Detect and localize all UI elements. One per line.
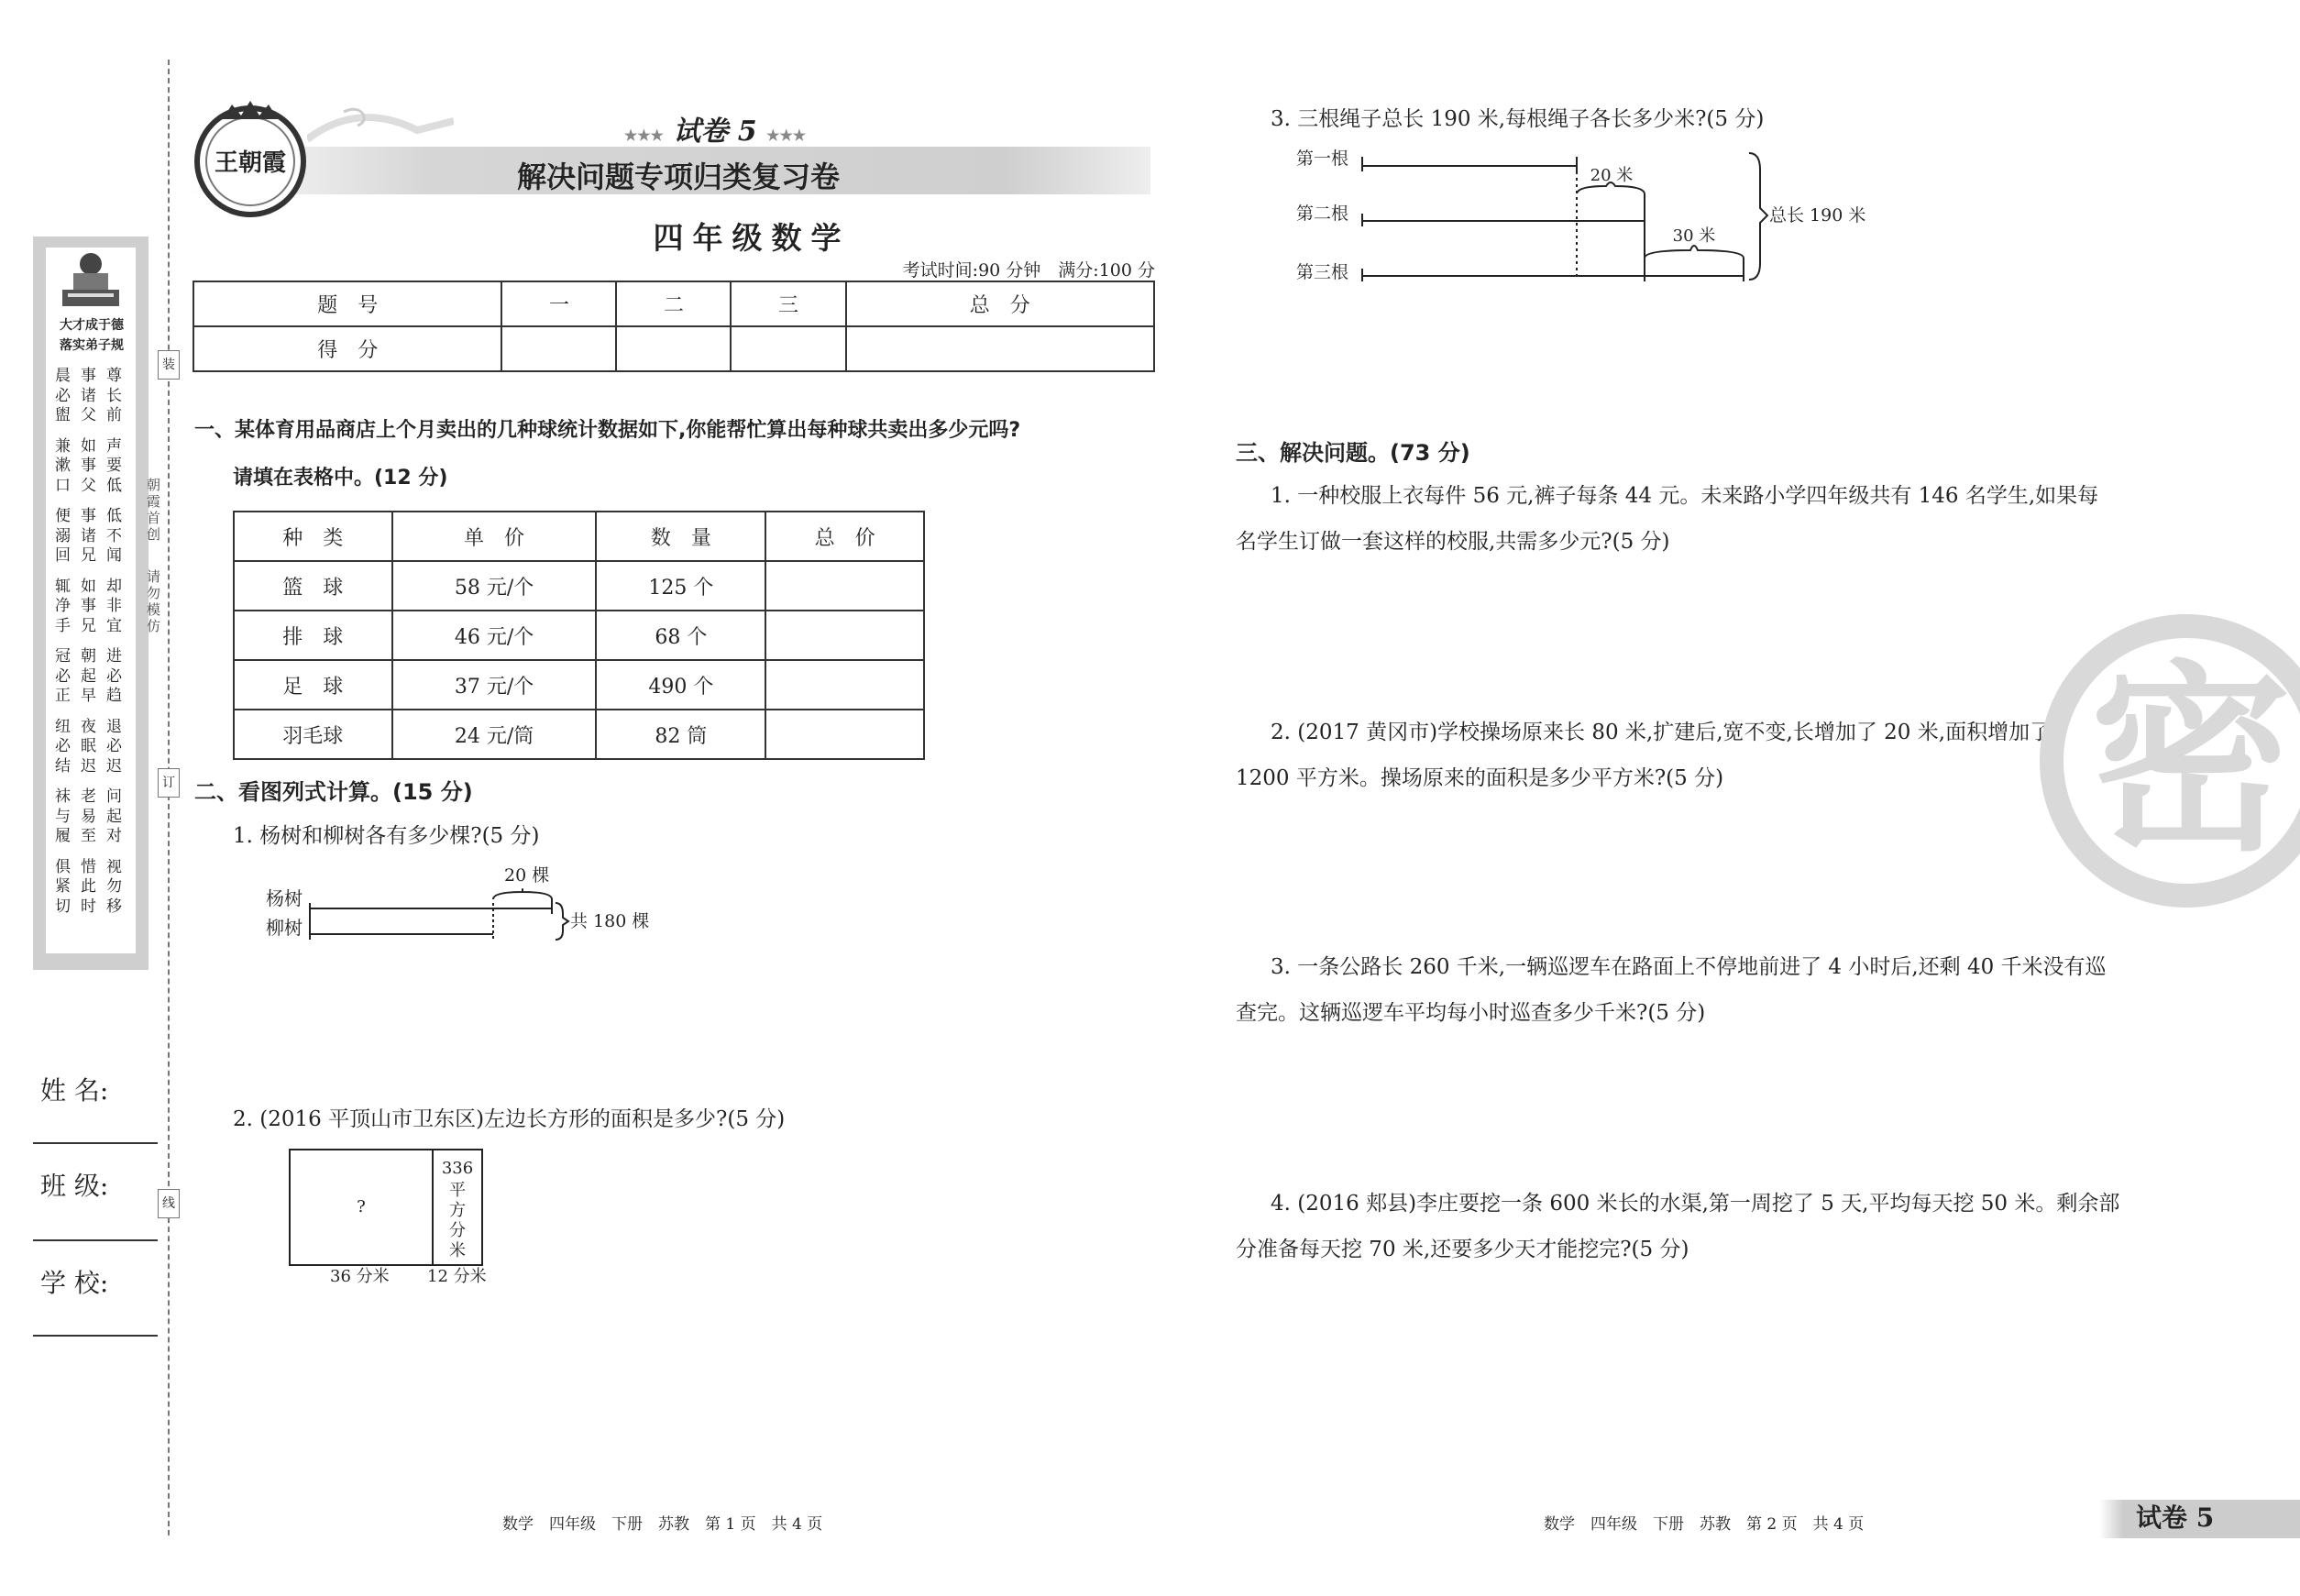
verse-column-1 [55,367,75,917]
verse-char: 退 [106,717,122,736]
score-cell: 三 [731,281,845,326]
rope-diff-1: 20 米 [1590,166,1634,185]
verse-char: 纽 [55,717,71,736]
table-row [234,660,924,710]
section2-question-2: 2. (2016 平顶山市卫东区)左边长方形的面积是多少?(5 分) [233,1107,786,1131]
score-input[interactable] [616,326,731,371]
score-value-row [193,326,1154,371]
verse-char: 如 [81,577,96,596]
width-label-2: 12 分米 [427,1267,487,1286]
side-note-1 [147,477,165,543]
section3-q3-line2: 查完。这辆巡逻车平均每小时巡查多少千米?(5 分) [1236,1001,1706,1025]
score-input[interactable] [846,326,1155,371]
verse-char: 不 [106,526,122,545]
verse-char: 迟 [106,756,122,776]
verse-char [81,707,101,718]
section2-heading: 二、看图列式计算。(15 分) [194,779,473,805]
section3-q2-line1: 2. (2017 黄冈市)学校操场原来长 80 米,扩建后,宽不变,长增加了 20 米,面积增加了 [1271,721,2052,744]
verse-char: 必 [55,666,71,686]
answer-cell[interactable] [765,710,924,759]
ball-sales-table [233,511,925,760]
verse-char: 结 [55,756,71,776]
verse-char [81,496,101,507]
section3-heading: 三、解决问题。(73 分) [1236,440,1470,466]
answer-cell[interactable] [765,561,924,611]
verse-char: 闻 [106,546,122,565]
rope-diff-2: 30 米 [1672,226,1716,246]
verse-char: 眠 [81,737,96,755]
verse-char: 低 [106,507,122,525]
verse-char: 必 [106,666,122,686]
section2-question-1: 1. 杨树和柳树各有多少棵?(5 分) [233,824,540,848]
class-field[interactable] [33,1239,158,1241]
school-field[interactable] [33,1335,158,1337]
verse-char: 必 [55,737,71,755]
grade-subject: 四年级数学 [653,220,851,256]
side-note-char: 仿 [147,618,161,634]
page-tab-label: 试卷 5 [2136,1502,2215,1533]
side-note-char: 首 [147,510,161,526]
footer-right: 数学 四年级 下册 苏教 第 2 页 共 4 页 [1544,1515,1865,1534]
verse-char: 便 [55,507,71,525]
score-input[interactable] [501,326,616,371]
verse-char: 迟 [81,756,96,776]
score-input[interactable] [731,326,845,371]
score-cell: 一 [501,281,616,326]
exam-info: 考试时间:90 分钟 满分:100 分 [902,260,1155,281]
table-cell: 篮 球 [234,561,392,611]
verse-char: 必 [55,386,71,405]
verse-char: 盥 [55,406,71,424]
verse-char: 事 [81,507,96,525]
verse-char [55,707,75,718]
side-note-char: 模 [147,601,161,618]
verse-char [55,636,75,647]
verse-char: 对 [106,827,122,845]
table-row [234,611,924,660]
table-header-row [234,512,924,561]
paper-label: 试卷 5 [673,116,757,148]
table-cell: 排 球 [234,611,392,660]
verse-char: 回 [55,546,71,565]
rope-1-label: 第一根 [1296,149,1349,169]
verse-char [81,567,101,578]
paper-number [513,108,917,149]
rope-2-label: 第二根 [1296,204,1349,224]
verse-char [106,496,127,507]
verse-char: 紧 [55,877,71,896]
binding-mark-bottom: 线 [158,1189,180,1218]
stars-left: ★★★ [623,127,664,144]
column-header: 总 价 [765,512,924,561]
side-note-char: 请 [147,568,161,585]
verse-char: 父 [81,476,96,495]
column-header: 种 类 [234,512,392,561]
verse-char: 父 [81,406,96,424]
table-cell: 58 元/个 [392,561,597,611]
answer-cell[interactable] [765,611,924,660]
table-cell: 24 元/筒 [392,710,597,759]
verse-char: 长 [106,386,122,405]
column-header: 单 价 [392,512,597,561]
section3-q1-line2: 名学生订做一套这样的校服,共需多少元?(5 分) [1236,530,1670,554]
answer-cell[interactable] [765,660,924,710]
verse-char [81,847,101,858]
verse-char: 非 [106,597,122,615]
school-label: 学 校: [40,1268,109,1298]
stars-right: ★★★ [766,127,807,144]
section3-q2-line2: 1200 平方米。操场原来的面积是多少平方米?(5 分) [1236,766,1724,790]
verse-char: 此 [81,877,96,896]
score-cell: 题 号 [193,281,501,326]
name-label: 姓 名: [40,1075,109,1106]
verse-char [106,426,127,437]
score-cell: 总 分 [846,281,1155,326]
verse-char [106,847,127,858]
verse-char: 前 [106,406,122,424]
binding-mark-middle: 订 [158,768,180,798]
section3-q3-line1: 3. 一条公路长 260 千米,一辆巡逻车在路面上不停地前进了 4 小时后,还剩 40 千米没有巡 [1271,955,2107,979]
verse-char [55,567,75,578]
verse-char: 时 [81,897,96,916]
verse-char: 事 [81,457,96,475]
verse-char: 漱 [55,457,71,475]
verse-char: 至 [81,827,96,845]
motto-line-1: 大才成于德 [60,318,124,333]
verse-char [55,847,75,858]
score-header-row [193,281,1154,326]
verse-char: 冠 [55,647,71,666]
verse-char: 声 [106,436,122,456]
verse-char: 问 [106,787,122,806]
verse-char [55,426,75,437]
section3-q4-line1: 4. (2016 郏县)李庄要挖一条 600 米长的水渠,第一周挖了 5 天,平均每天挖 50 米。剩余部 [1271,1192,2120,1216]
verse-char: 尊 [106,367,122,385]
side-note-char: 勿 [147,585,161,601]
class-label: 班 级: [40,1171,109,1201]
section3-q4-line2: 分准备每天挖 70 米,还要多少天才能挖完?(5 分) [1236,1238,1689,1261]
area-unit-3: 分 [449,1221,466,1240]
verse-char: 兄 [81,616,96,635]
verse-char: 移 [106,897,122,916]
score-table [193,281,1155,372]
section3-q1-line1: 1. 一种校服上衣每件 56 元,裤子每条 44 元。未来路小学四年级共有 146 名学生,如果每 [1271,484,2099,508]
unknown-area: ? [357,1197,366,1216]
table-cell: 46 元/个 [392,611,597,660]
verse-char: 要 [106,457,122,475]
rectangle-diagram [275,1144,532,1291]
verse-char: 与 [55,807,71,826]
verse-char: 起 [106,807,122,826]
verse-char: 起 [81,666,96,686]
brand-logo [191,99,310,218]
section2-question-3: 3. 三根绳子总长 190 米,每根绳子各长多少米?(5 分) [1271,107,1765,131]
verse-char: 老 [81,787,96,806]
verse-char [106,636,127,647]
willow-label: 柳树 [266,917,303,939]
verse-char: 必 [106,737,122,755]
rope-3-label: 第三根 [1296,262,1349,282]
table-cell: 82 筒 [596,710,765,759]
table-cell: 37 元/个 [392,660,597,710]
table-row [234,561,924,611]
verse-char: 惜 [81,857,96,876]
ribbon-decoration [307,103,454,158]
stamp-glyph: 密 [2089,644,2292,878]
binding-mark-top: 装 [158,350,180,380]
score-cell: 得 分 [193,326,501,371]
verse-char: 如 [81,436,96,456]
verse-char [55,496,75,507]
area-value: 336 [441,1159,474,1178]
tree-diagram [257,857,678,949]
side-note-char: 霞 [147,493,161,510]
table-cell: 68 个 [596,611,765,660]
area-unit-4: 米 [449,1241,466,1260]
verse-char [106,567,127,578]
verse-char: 勿 [106,877,122,896]
verse-column-2 [81,367,101,917]
verse-char: 进 [106,647,122,666]
column-header: 数 量 [596,512,765,561]
verse-char: 趋 [106,687,122,705]
verse-char: 低 [106,476,122,495]
verse-char: 兼 [55,436,71,456]
verse-char: 正 [55,687,71,705]
footer-left: 数学 四年级 下册 苏教 第 1 页 共 4 页 [502,1515,823,1534]
verse-char: 晨 [55,367,71,385]
paper-title: 解决问题专项归类复习卷 [516,160,840,194]
verse-char: 朝 [81,647,96,666]
logo-text: 王朝霞 [214,149,287,177]
width-label-1: 36 分米 [330,1267,390,1286]
side-note-char: 创 [147,526,161,543]
binding-dashed-line [168,60,170,1535]
motto-line-2: 落实弟子规 [60,338,124,353]
verse-char: 兄 [81,546,96,565]
verse-char [81,636,101,647]
verse-char [106,776,127,787]
area-unit-2: 方 [449,1201,466,1220]
verse-char: 辄 [55,577,71,596]
rope-total-label: 总长 190 米 [1769,205,1866,226]
verse-char [81,776,101,787]
verse-char: 净 [55,597,71,615]
verse-char: 履 [55,827,71,845]
verse-char: 夜 [81,717,96,736]
total-label: 共 180 棵 [570,911,650,931]
verse-char: 口 [55,476,71,495]
table-cell: 125 个 [596,561,765,611]
rope-diagram [1283,142,1907,289]
verse-char: 俱 [55,857,71,876]
table-row [234,710,924,759]
verse-char: 事 [81,367,96,385]
verse-column-3 [106,367,127,917]
score-cell: 二 [616,281,731,326]
verse-char: 溺 [55,526,71,545]
verse-char: 早 [81,687,96,705]
area-unit-1: 平 [449,1181,466,1200]
section1-heading: 一、某体育用品商店上个月卖出的几种球统计数据如下,你能帮忙算出每种球共卖出多少元吗? [194,419,1021,442]
verse-char [81,426,101,437]
verse-char: 易 [81,807,96,826]
verse-char: 袜 [55,787,71,806]
verse-char: 却 [106,577,122,596]
scholar-illustration [57,249,125,310]
table-cell: 羽毛球 [234,710,392,759]
verse-char: 诸 [81,386,96,405]
name-field[interactable] [33,1142,158,1144]
poplar-label: 杨树 [266,887,303,909]
section1-heading-2: 请填在表格中。(12 分) [233,467,448,490]
verse-char: 宜 [106,616,122,635]
verse-char: 手 [55,616,71,635]
verse-char [55,776,75,787]
table-cell: 490 个 [596,660,765,710]
side-note-2 [147,568,165,634]
table-cell: 足 球 [234,660,392,710]
side-note-char: 朝 [147,477,161,493]
verse-char: 切 [55,897,71,916]
verse-char: 视 [106,857,122,876]
difference-label: 20 棵 [504,865,550,886]
verse-char [106,707,127,718]
verse-char: 事 [81,597,96,615]
verse-char: 诸 [81,526,96,545]
